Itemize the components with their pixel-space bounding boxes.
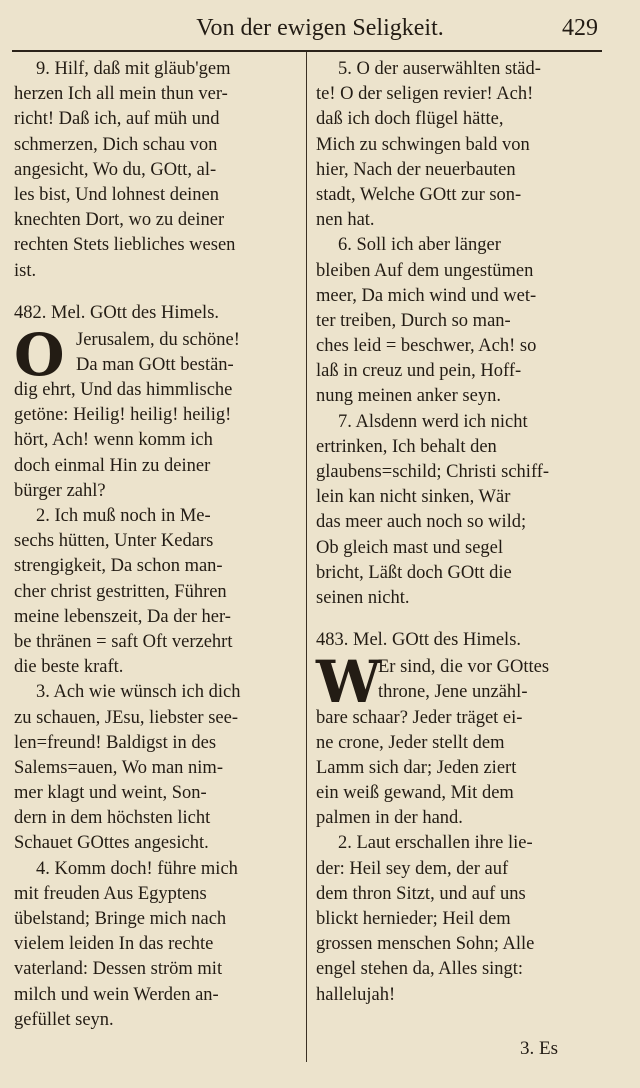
text-line: knechten Dort, wo zu deiner (14, 210, 225, 231)
text-line: engel stehen da, Alles singt: (316, 959, 524, 980)
verse (316, 57, 596, 233)
verse (316, 706, 596, 832)
text-line: der: Heil sey dem, der auf (316, 858, 509, 879)
text-line: übelstand; Bringe mich nach (14, 909, 227, 929)
text-line: throne, Jene unzähl- (378, 682, 528, 703)
text-line: dem thron Sitzt, und auf uns (316, 883, 526, 904)
text-line: strengigkeit, Da schon man- (14, 556, 223, 577)
text-line: laß in creuz und pein, Hoff- (316, 361, 522, 382)
text-line: vielem leiden In das rechte (14, 934, 214, 955)
text-line: doch einmal Hin zu deiner (14, 455, 211, 476)
text-line: Mich zu schwingen bald von (316, 134, 530, 155)
text-line: vaterland: Dessen ström mit (14, 959, 223, 980)
verse (316, 233, 596, 409)
text-line: bricht, Läßt doch GOtt die (316, 562, 512, 583)
verse (14, 680, 296, 856)
text-line: Schauet GOttes angesicht. (14, 833, 209, 854)
column-divider (306, 52, 307, 1062)
verse (14, 504, 296, 680)
text-line: dern in dem höchsten licht (14, 808, 211, 829)
right-column (316, 57, 596, 1008)
text-line: meine lebenszeit, Da der her- (14, 606, 231, 627)
text-line: milch und wein Werden an- (14, 984, 219, 1005)
text-line: glaubens=schild; Christi schiff- (316, 462, 550, 482)
text-line: nung meinen anker seyn. (316, 386, 501, 407)
text-line: ist. (14, 260, 37, 281)
text-line: lein kan nicht sinken, Wär (316, 487, 511, 508)
text-line: das meer auch noch so wild; (316, 512, 527, 533)
text-line: 2. Ich muß noch in Me- (36, 506, 211, 526)
text-line: Salems=auen, Wo man nim- (14, 757, 223, 778)
hymn-title: 482. Mel. GOtt des Himels. (14, 302, 220, 323)
text-line: 3. Ach wie wünsch ich dich (36, 682, 241, 703)
text-line: les bist, Und lohnest deinen (14, 184, 220, 205)
drop-cap: O (14, 320, 65, 389)
text-line: seinen nicht. (316, 587, 410, 608)
text-line: dig ehrt, Und das himmlische (14, 380, 233, 401)
text-line: 6. Soll ich aber länger (338, 235, 501, 256)
text-line: getöne: Heilig! heilig! heilig! (14, 405, 232, 426)
text-line: rechten Stets liebliches wesen (14, 235, 236, 256)
verse (14, 378, 296, 504)
text-line: grossen menschen Sohn; Alle (316, 934, 535, 955)
text-line: ertrinken, Ich behalt den (316, 436, 497, 457)
left-column (14, 57, 296, 1033)
text-line: Ob gleich mast und segel (316, 537, 504, 558)
text-line: nen hat. (316, 210, 375, 231)
verse (14, 57, 296, 284)
text-line: herzen Ich all mein thun ver- (14, 84, 228, 105)
hymn-opening (14, 320, 296, 389)
text-line: 5. O der auserwählten städ- (338, 59, 541, 79)
text-line: angesicht, Wo du, GOtt, al- (14, 159, 217, 180)
text-line: te! O der seligen revier! Ach! (316, 84, 534, 105)
text-line: die beste kraft. (14, 657, 124, 678)
hymn-title: 483. Mel. GOtt des Himels. (316, 630, 522, 651)
text-line: sechs hütten, Unter Kedars (14, 531, 214, 552)
text-line: hier, Nach der neuerbauten (316, 159, 516, 180)
text-line: schmerzen, Dich schau von (14, 134, 218, 155)
text-line: Lamm sich dar; Jeden ziert (316, 757, 517, 778)
verse (316, 410, 596, 612)
text-line: ne crone, Jeder stellt dem (316, 732, 505, 753)
text-line: mer klagt und weint, Son- (14, 783, 207, 804)
text-line: hört, Ach! wenn komm ich (14, 430, 213, 451)
header-rule (12, 50, 602, 52)
text-line: 2. Laut erschallen ihre lie- (338, 833, 533, 854)
text-line: 4. Komm doch! führe mich (36, 858, 238, 879)
text-line: Jerusalem, du schöne! (76, 329, 240, 350)
text-line: 7. Alsdenn werd ich nicht (338, 411, 528, 432)
text-line: meer, Da mich wind und wet- (316, 285, 537, 306)
verse (316, 831, 596, 1007)
text-line: blickt hernieder; Heil dem (316, 909, 511, 929)
text-line: cher christ gestritten, Führen (14, 581, 227, 602)
text-line: bürger zahl? (14, 480, 106, 501)
catchword: 3. Es (520, 1038, 558, 1059)
text-line: palmen in der hand. (316, 808, 463, 829)
text-line: richt! Daß ich, auf müh und (14, 109, 220, 130)
text-line: ches leid = beschwer, Ach! so (316, 336, 537, 357)
verse (14, 857, 296, 1033)
text-line: 9. Hilf, daß mit gläub'gem (36, 59, 231, 79)
text-line: Er sind, die vor GOttes (378, 657, 550, 678)
text-line: Da man GOtt bestän- (76, 354, 234, 375)
page-number: 429 (562, 15, 598, 41)
text-line: bare schaar? Jeder träget ei- (316, 707, 523, 728)
text-line: daß ich doch flügel hätte, (316, 109, 504, 130)
drop-cap: W (316, 648, 382, 717)
text-line: hallelujah! (316, 984, 396, 1005)
text-line: zu schauen, JEsu, liebster see- (14, 707, 238, 728)
text-line: mit freuden Aus Egyptens (14, 883, 207, 904)
hymn-opening (316, 648, 596, 717)
text-line: len=freund! Baldigst in des (14, 732, 217, 753)
text-line: bleiben Auf dem ungestümen (316, 260, 534, 281)
text-line: gefüllet seyn. (14, 1009, 114, 1030)
text-line: be thränen = saft Oft verzehrt (14, 631, 233, 652)
text-line: ein weiß gewand, Mit dem (316, 783, 514, 804)
running-head: Von der ewigen Seligkeit. (196, 15, 444, 41)
text-line: stadt, Welche GOtt zur son- (316, 184, 522, 205)
text-line: ter treiben, Durch so man- (316, 310, 511, 331)
